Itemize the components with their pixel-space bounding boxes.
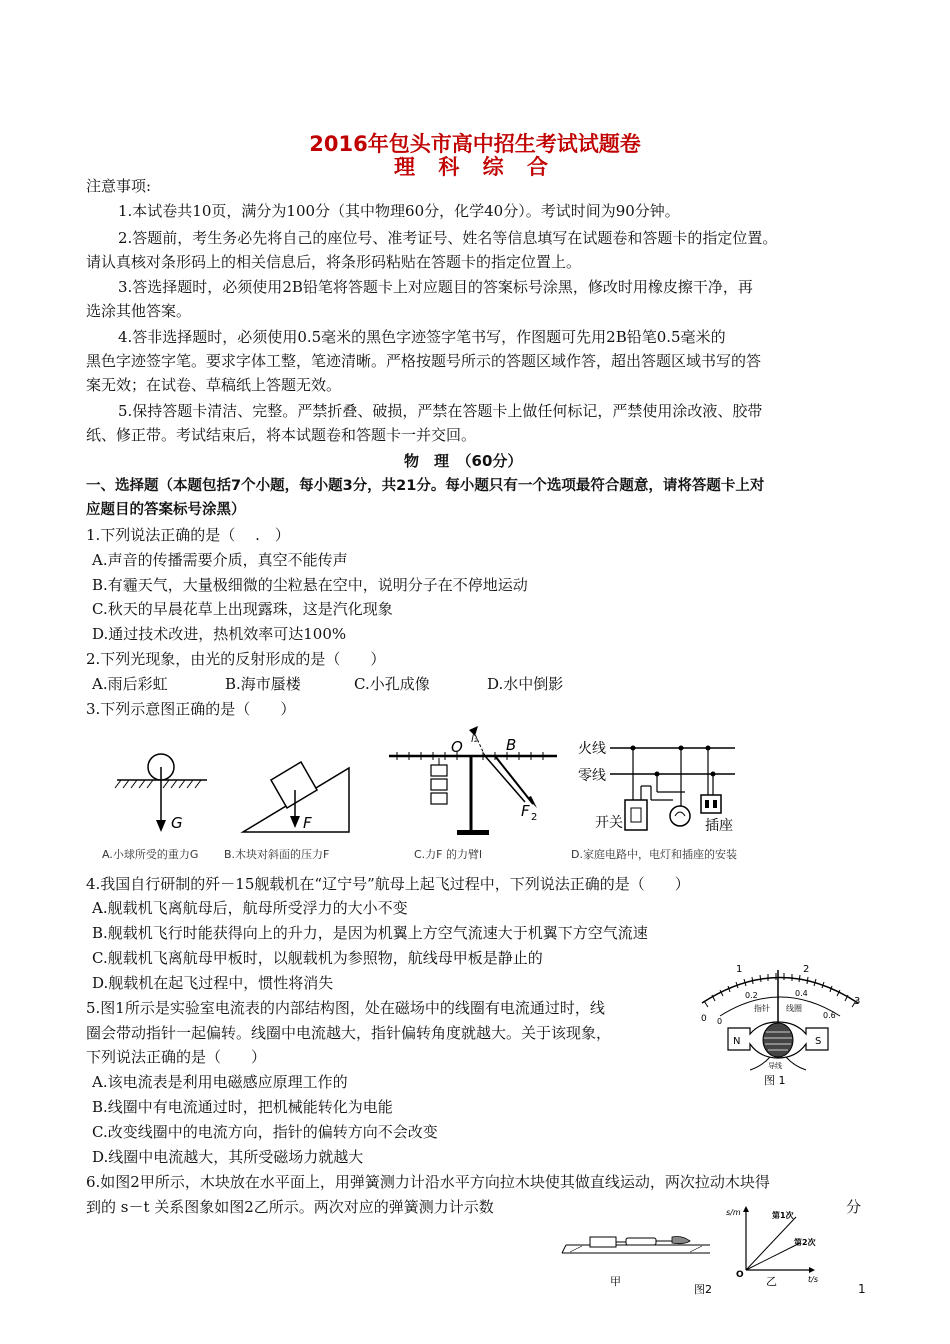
- ammeter-tick: 0.6: [823, 1011, 836, 1020]
- ammeter-tick: 0.4: [795, 989, 808, 998]
- label-fire-line: 火线: [578, 741, 606, 757]
- q1-option-c: C.秋天的早晨花草上出现露珠，这是汽化现象: [92, 600, 393, 618]
- q2-option-a: A.雨后彩虹: [92, 675, 168, 693]
- q3-caption-c: C.力F 的力臂l: [414, 848, 483, 861]
- label-b: B: [506, 736, 517, 754]
- figure-a-ball: [115, 754, 207, 832]
- label-o: O: [451, 738, 463, 756]
- notice-line: 5.保持答题卡清洁、完整。严禁折叠、破损，严禁在答题卡上做任何标记，严禁使用涂改液、胶带: [118, 402, 763, 420]
- q4-option-d: D.舰载机在起飞过程中，惯性将消失: [92, 974, 334, 992]
- q1-option-b: B.有霾天气，大量极细微的尘粒悬在空中，说明分子在不停地运动: [92, 576, 528, 594]
- label-f: F: [303, 814, 312, 832]
- label-socket: 插座: [705, 818, 733, 834]
- graph-line-2: [746, 1243, 800, 1270]
- q3-caption-a: A.小球所受的重力G: [102, 848, 199, 861]
- notice-line: 案无效；在试卷、草稿纸上答题无效。: [86, 376, 342, 394]
- section-instruction: 一、选择题（本题包括7个小题，每小题3分，共21分。每小题只有一个选项最符合题意，请将答题卡上对: [86, 478, 765, 494]
- q6-stem-tail: 分: [846, 1198, 862, 1216]
- ammeter-wire-label: 导线: [768, 1062, 782, 1070]
- figure2-label-yi: 乙: [766, 1275, 777, 1288]
- q5-stem: 5.图1所示是实验室电流表的内部结构图，处在磁场中的线圈有电流通过时，线: [86, 999, 605, 1017]
- figure-c-lever: [389, 726, 557, 835]
- page-number: 1: [858, 1282, 866, 1296]
- figure-b-slope: [243, 762, 349, 832]
- ammeter-tick: 2: [803, 964, 810, 975]
- label-g: G: [171, 814, 183, 832]
- q1-option-d: D.通过技术改进，热机效率可达100%: [92, 625, 347, 643]
- q2-stem: 2.下列光现象，由光的反射形成的是（ ）: [86, 650, 386, 668]
- ammeter-pointer-label: 指针: [754, 1004, 770, 1013]
- notice-line: 3.答选择题时，必须使用2B铅笔将答题卡上对应题目的答案标号涂黑，修改时用橡皮擦干净，再: [118, 278, 753, 296]
- q4-option-c: C.舰载机飞离航母甲板时，以舰载机为参照物，航线母甲板是静止的: [92, 949, 543, 967]
- q5-option-b: B.线圈中有电流通过时，把机械能转化为电能: [92, 1098, 393, 1116]
- label-l2: l₂: [471, 734, 478, 745]
- notice-line: 请认真核对条形码上的相关信息后，将条形码粘贴在答题卡的指定位置上。: [86, 253, 582, 271]
- q2-option-c: C.小孔成像: [354, 675, 430, 693]
- line2-label: 第2次: [794, 1238, 816, 1247]
- q2-option-b: B.海市蜃楼: [225, 675, 301, 693]
- magnet-south: S: [815, 1036, 822, 1047]
- ammeter-coil-label: 线圈: [786, 1004, 802, 1013]
- figure2-yi-graph: [726, 1206, 818, 1288]
- exam-subtitle: 理 科 综 合: [394, 155, 556, 179]
- q4-stem: 4.我国自行研制的歼－15舰载机在“辽宁号”航母上起飞过程中，下列说法正确的是（ ）: [86, 875, 690, 893]
- figure2-label-jia: 甲: [610, 1275, 621, 1288]
- q1-stem: 1.下列说法正确的是（ . ）: [86, 526, 290, 544]
- ammeter-tick: 1: [736, 964, 743, 975]
- q2-option-d: D.水中倒影: [487, 675, 564, 693]
- notice-line: 2.答题前，考生务必先将自己的座位号、准考证号、姓名等信息填写在试题卷和答题卡的指定位置。: [118, 229, 778, 247]
- notice-line: 选涂其他答案。: [86, 302, 192, 320]
- ammeter-tick: 0.2: [745, 991, 758, 1000]
- section-instruction: 应题目的答案标号涂黑）: [86, 502, 246, 518]
- q4-option-a: A.舰载机飞离航母后，航母所受浮力的大小不变: [92, 899, 408, 917]
- line1-label: 第1次: [772, 1211, 794, 1220]
- q5-option-a: A.该电流表是利用电磁感应原理工作的: [92, 1073, 348, 1091]
- notice-line: 纸、修正带。考试结束后，将本试题卷和答题卡一并交回。: [86, 426, 477, 444]
- axis-origin: O: [736, 1270, 744, 1280]
- label-neutral-line: 零线: [578, 768, 606, 784]
- ammeter-tick: 0: [717, 1017, 723, 1026]
- q5-option-c: C.改变线圈中的电流方向，指针的偏转方向不会改变: [92, 1123, 438, 1141]
- q4-option-b: B.舰载机飞行时能获得向上的升力，是因为机翼上方空气流速大于机翼下方空气流速: [92, 924, 648, 942]
- magnet-north: N: [733, 1036, 741, 1047]
- notice-line: 黑色字迹签字笔。要求字体工整，笔迹清晰。严格按题号所示的答题区域作答，超出答题区域书写的答: [86, 352, 762, 370]
- notice-heading: 注意事项:: [86, 177, 152, 195]
- q3-figures: [95, 720, 795, 845]
- graph-line-1: [746, 1217, 796, 1270]
- figure2: [560, 1205, 840, 1297]
- q5-option-d: D.线圈中电流越大，其所受磁场力就越大: [92, 1148, 364, 1166]
- ammeter-tick: 0: [701, 1014, 707, 1024]
- figure2-caption: 图2: [694, 1283, 712, 1296]
- exam-title: 2016年包头市高中招生考试试题卷: [309, 132, 641, 156]
- section-heading: 物 理 （60分）: [404, 452, 523, 470]
- label-f2: F: [521, 802, 530, 820]
- ammeter-tick: 3: [854, 996, 861, 1007]
- label-switch: 开关: [595, 815, 623, 831]
- axis-s-label: s/m: [726, 1208, 741, 1217]
- q1-option-a: A.声音的传播需要介质，真空不能传声: [92, 551, 348, 569]
- q5-stem: 下列说法正确的是（ ）: [86, 1048, 267, 1066]
- ammeter-figure: [690, 958, 870, 1093]
- q5-stem: 圈会带动指针一起偏转。线圈中电流越大，指针偏转角度就越大。关于该现象，: [86, 1024, 612, 1042]
- figure2-jia: [562, 1237, 710, 1289]
- q3-stem: 3.下列示意图正确的是（ ）: [86, 700, 296, 718]
- q3-caption-b: B.木块对斜面的压力F: [224, 848, 330, 861]
- label-f2-sub: 2: [531, 812, 538, 823]
- q3-caption-d: D.家庭电路中，电灯和插座的安装: [571, 848, 737, 861]
- notice-line: 4.答非选择题时，必须使用0.5毫米的黑色字迹签字笔书写，作图题可先用2B铅笔0.5毫米的: [118, 328, 726, 346]
- figure-d-circuit: [578, 740, 735, 834]
- q6-stem: 到的 s－t 关系图象如图2乙所示。两次对应的弹簧测力计示数: [86, 1198, 494, 1216]
- notice-line: 1.本试卷共10页，满分为100分（其中物理60分，化学40分）。考试时间为90分钟。: [118, 202, 680, 220]
- figure1-caption: 图 1: [764, 1074, 786, 1087]
- axis-t-label: t/s: [808, 1275, 818, 1284]
- q6-stem: 6.如图2甲所示，木块放在水平面上，用弹簧测力计沿水平方向拉木块使其做直线运动，两次拉动木块得: [86, 1173, 770, 1191]
